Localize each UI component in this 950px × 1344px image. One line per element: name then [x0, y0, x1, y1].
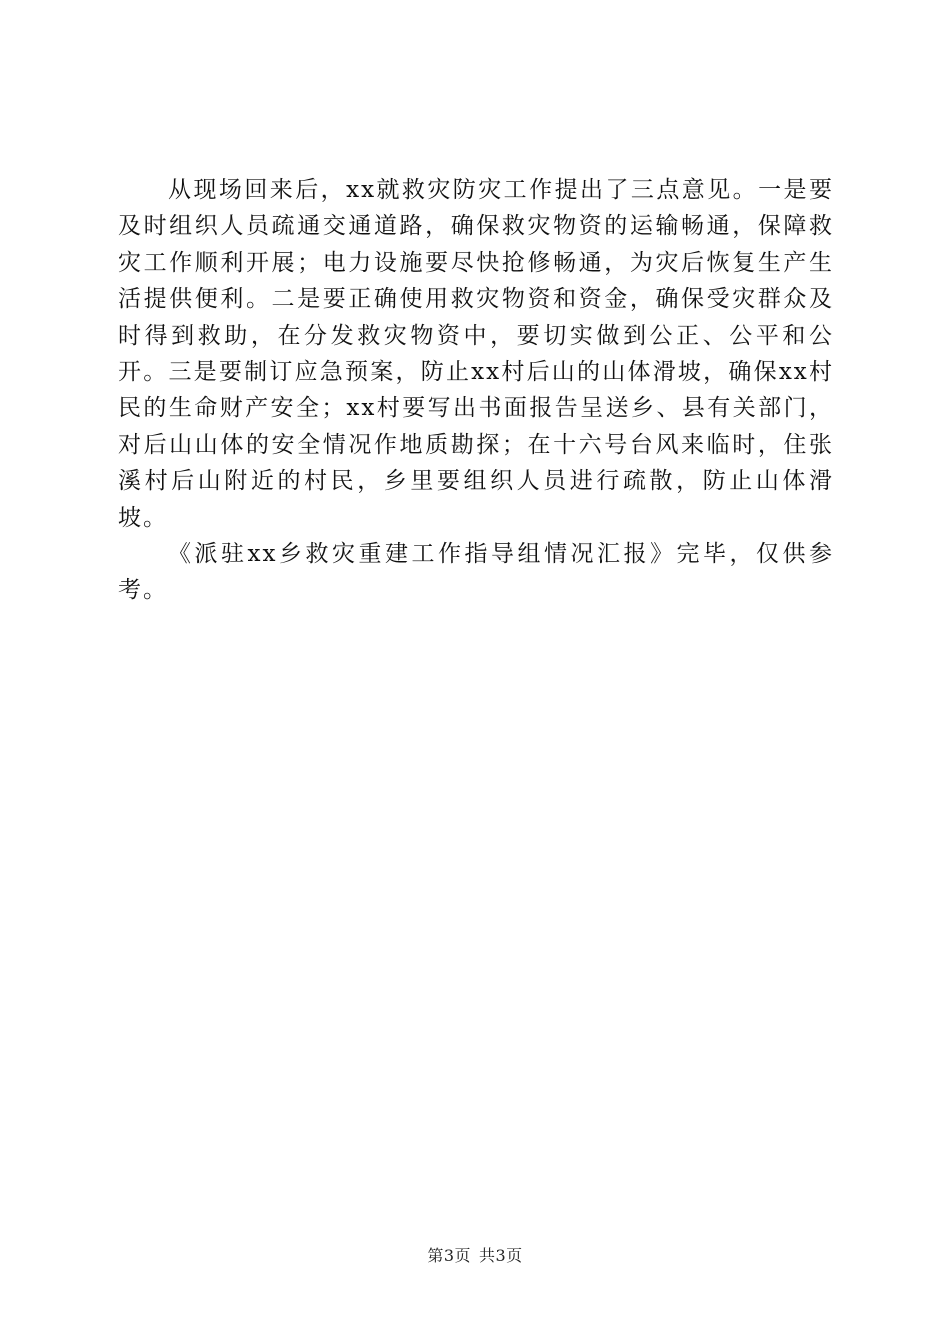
page-total: 共3页: [479, 1246, 523, 1265]
paragraph-recommendations: 从现场回来后，xx就救灾防灾工作提出了三点意见。一是要及时组织人员疏通交通道路，确保救灾物资的运输畅通，保障救灾工作顺利开展；电力设施要尽快抢修畅通，为灾后恢复生产生活提供便利。二是要正确使用救灾物资和资金，确保受灾群众及时得到救助，在分发救灾物资中，要切实做到公正、公平和公开。三是要制订应急预案，防止xx村后山的山体滑坡，确保xx村民的生命财产安全；xx村要写出书面报告呈送乡、县有关部门，对后山山体的安全情况作地质勘探；在十六号台风来临时，住张溪村后山附近的村民，乡里要组织人员进行疏散，防止山体滑坡。: [118, 177, 834, 531]
paragraph-closing: 《派驻xx乡救灾重建工作指导组情况汇报》完毕，仅供参考。: [118, 541, 834, 604]
document-body: [118, 172, 834, 609]
page-footer: [0, 1243, 950, 1266]
page-number: 第3页: [427, 1246, 471, 1265]
